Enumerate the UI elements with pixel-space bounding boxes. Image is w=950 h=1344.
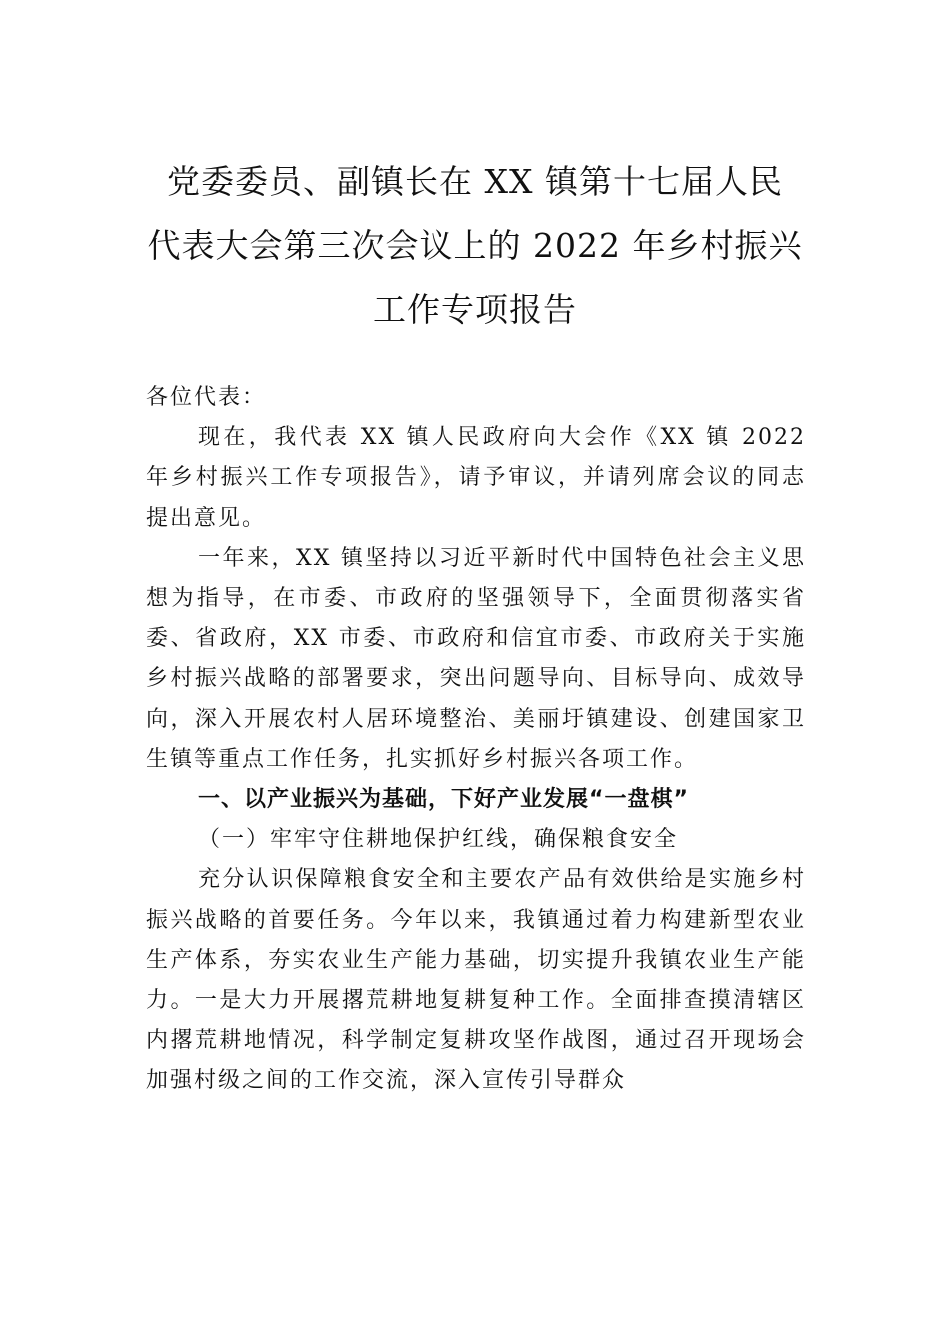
salutation: 各位代表： (146, 385, 267, 410)
paragraph-intro: 现在，我代表 XX 镇人民政府向大会作《XX 镇 2022 年乡村振兴工作专项报告》，请予审议，并请列席会议的同志提出意见。 (146, 425, 806, 531)
document-title (120, 150, 830, 342)
paragraph-grain-security: 充分认识保障粮食安全和主要农产品有效供给是实施乡村振兴战略的首要任务。今年以来，我镇通过着力构建新型农业生产体系，夯实农业生产能力基础，切实提升我镇农业生产能力。一是大力开展撂荒耕地复耕复种工作。全面排查摸清辖区内撂荒耕地情况，科学制定复耕攻坚作战图，通过召开现场会加强村级之间的工作交流，深入宣传引导群众 (146, 867, 806, 1094)
title-line-2: 代表大会第三次会议上的 2022 年乡村振兴 (147, 226, 803, 265)
title-line-3: 工作专项报告 (373, 290, 577, 329)
subsection-heading-1: （一）牢牢守住耕地保护红线，确保粮食安全 (198, 827, 679, 853)
section-heading-1: 一、以产业振兴为基础，下好产业发展“一盘棋” (198, 787, 689, 813)
paragraph-overview: 一年来，XX 镇坚持以习近平新时代中国特色社会主义思想为指导，在市委、市政府的坚强领导下，全面贯彻落实省委、省政府，XX 市委、市政府和信宜市委、市政府关于实施乡村振兴战略的部署要求，突出问题导向、目标导向、成效导向，深入开展农村人居环境整治、美丽圩镇建设、创建国家卫生镇等重点工作任务，扎实抓好乡村振兴各项工作。 (146, 545, 806, 772)
title-line-1: 党委委员、副镇长在 XX 镇第十七届人民 (167, 162, 783, 201)
document-body (146, 378, 806, 1102)
